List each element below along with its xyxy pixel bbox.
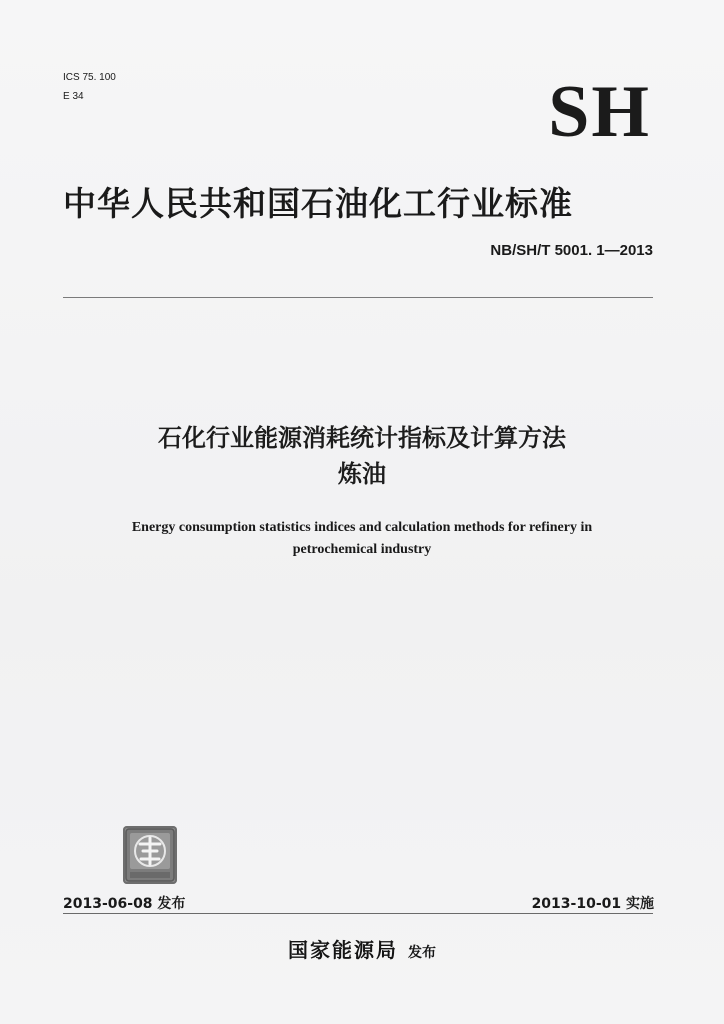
title-cn-line2: 炼油 bbox=[338, 460, 386, 488]
issue-date: 2013-06-08 发布 bbox=[63, 896, 186, 912]
standard-title: 中华人民共和国石油化工行业标准 bbox=[63, 184, 573, 223]
standard-number: NB/SH/T 5001. 1—2013 bbox=[490, 242, 653, 259]
document-title-cn bbox=[0, 420, 724, 492]
footer-divider bbox=[63, 913, 653, 914]
title-en-line2: petrochemical industry bbox=[292, 542, 432, 557]
sh-logo: SH bbox=[548, 71, 651, 153]
implementation-date: 2013-10-01 实施 bbox=[531, 896, 654, 912]
publisher-action: 发布 bbox=[408, 945, 436, 961]
ics-code: ICS 75. 100 bbox=[63, 72, 116, 83]
header-divider bbox=[63, 297, 653, 298]
title-cn-line1: 石化行业能源消耗统计指标及计算方法 bbox=[158, 424, 566, 452]
title-en-line1: Energy consumption statistics indices and calculation methods for refinery in bbox=[131, 520, 593, 535]
publisher-seal-icon bbox=[123, 826, 177, 884]
document-title-en bbox=[60, 517, 664, 561]
publisher-line bbox=[0, 934, 724, 963]
publisher-organization: 国家能源局 bbox=[288, 938, 398, 962]
ccs-code: E 34 bbox=[63, 91, 84, 102]
